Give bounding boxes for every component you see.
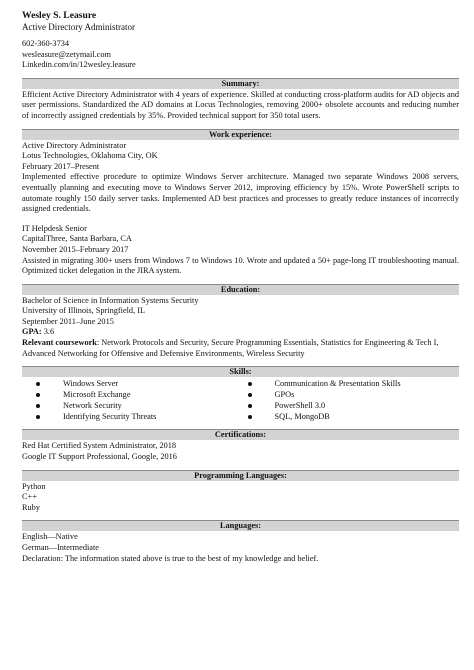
resume-name: Wesley S. Leasure [22,10,97,21]
job-dates: November 2015–February 2017 [22,244,129,254]
skill-item [36,390,248,401]
gpa-value: 3.6 [41,327,55,337]
bullet-icon [248,393,252,397]
linkedin-url: Linkedin.com/in/12wesley.leasure [22,60,136,70]
programming-language-item: Ruby [22,502,40,512]
skill-label: GPOs [274,390,295,400]
email-address: wesleasure@zetymail.com [22,49,111,59]
bullet-icon [248,415,252,419]
job-title: Active Directory Administrator [22,140,127,150]
education-dates: September 2011–June 2015 [22,316,114,326]
bullet-icon [36,382,40,386]
certification-item: Red Hat Certified System Administrator, 2018 [22,441,177,451]
certifications-heading: Certifications: [22,429,459,440]
job-description: Assisted in migrating 300+ users from Windows 7 to Windows 10. Wrote and updated a 50+ page-long IT troubleshooting manual. Optimized ticket delegation in the JIRA system. [22,255,459,276]
programming-language-item: Python [22,481,46,491]
job-title: IT Helpdesk Senior [22,223,87,233]
job-dates: February 2017–Present [22,161,100,171]
skill-label: PowerShell 3.0 [274,400,326,410]
job-description: Implemented effective procedure to optimize Windows Server architecture. Managed two separate Windows 2008 servers, eventually planning and executing move to Windows Server 2012, improving efficiency by 15%. Wrote PowerShell scripts to automate roughly 150 daily server tasks. Implemented AD best practices and processes to greatly reduce instances of incorrectly assigned credentials. [22,172,459,214]
certification-item: Google IT Support Professional, Google, 2016 [22,452,177,462]
languages-heading: Languages: [22,520,459,531]
coursework-text: : Network Protocols and Security, Secure Programming Essentials, Statistics for Engineering & Tech I, Advanced Networking for Offensive and Defensive Environments, Wireless Security [22,338,439,358]
coursework-label: Relevant coursework [22,338,97,348]
bullet-icon [36,393,40,397]
bullet-icon [248,404,252,408]
skills-heading: Skills: [22,366,459,377]
skill-label: Identifying Security Threats [63,411,157,421]
skill-label: Network Security [63,400,122,410]
job-company: CapitalThree, Santa Barbara, CA [22,234,132,244]
programming-language-item: C++ [22,492,37,502]
skill-item [248,401,460,412]
bullet-icon [36,415,40,419]
language-item: English—Native [22,532,78,542]
skill-label: Windows Server [63,379,119,389]
summary-heading: Summary: [22,78,459,89]
contact-block [22,39,459,71]
language-item: German—Intermediate [22,543,99,552]
programming-heading: Programming Languages: [22,470,459,481]
job-entry [22,141,459,215]
skill-item [36,401,248,412]
skill-item [248,412,460,423]
skills-list [22,379,459,422]
skill-label: Communication & Presentation Skills [274,379,401,389]
bullet-icon [36,404,40,408]
gpa-label: GPA: [22,327,42,337]
skill-label: Microsoft Exchange [63,390,131,400]
skill-item [36,379,248,390]
declaration-text: Declaration: The information stated above is true to the best of my knowledge and belief. [22,553,319,563]
education-degree: Bachelor of Science in Information Systems Security [22,295,199,305]
experience-heading: Work experience: [22,129,459,140]
skill-label: SQL, MongoDB [274,411,330,421]
summary-text: Efficient Active Directory Administrator with 4 years of experience. Skilled at conducting cross-platform audits for AD objects and user permissions. Standardized the AD domains at Locus Technologies, removing 2000+ obsolete accounts and reducing number of incorrectly assigned credentials by 35%. Provided technical support for 350 total users. [22,89,459,120]
skill-item [36,412,248,423]
education-school: University of Illinois, Springfield, IL [22,306,146,316]
phone-number: 602-360-3734 [22,39,70,48]
skill-item [248,390,460,401]
resume-job-title: Active Directory Administrator [22,22,135,32]
job-company: Lotus Technologies, Oklahoma City, OK [22,151,158,161]
education-heading: Education: [22,284,459,295]
skills-column-left [36,379,248,422]
bullet-icon [248,382,252,386]
education-coursework [22,338,459,359]
job-entry [22,224,459,277]
skills-column-right [248,379,460,422]
education-gpa [22,327,459,338]
skill-item [248,379,460,390]
